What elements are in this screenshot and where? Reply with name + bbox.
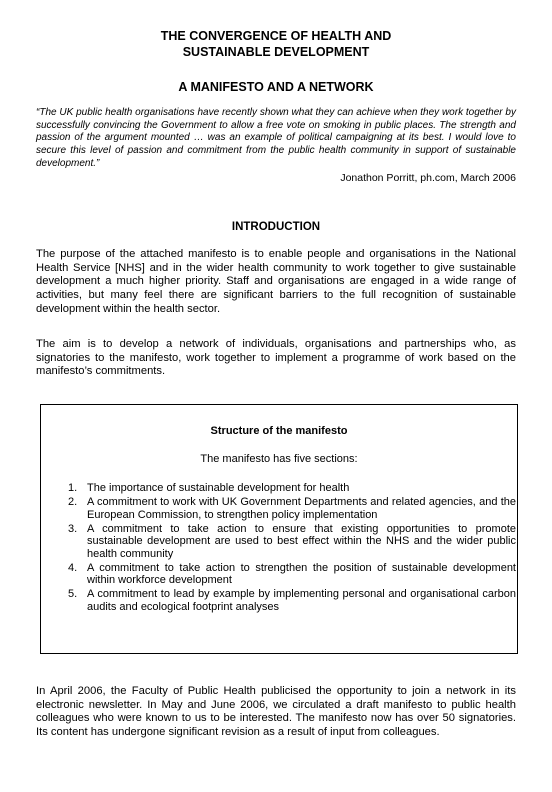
document-title-line-1: THE CONVERGENCE OF HEALTH AND	[160, 29, 392, 43]
list-item-number: 3.	[68, 522, 78, 535]
opening-quote: “The UK public health organisations have recently shown what they can achieve when they work together by successfully convincing the Government to allow a free vote on smoking in public places. The strength and passion of the argument mounted … was an example of political campaigning at its best. I would love to secure this level of passion and commitment from the public health community in support of sustainable development.”	[36, 107, 516, 169]
list-item-text: The importance of sustainable development for health	[87, 482, 350, 494]
list-item-text: A commitment to take action to strengthen the position of sustainable development within workforce development	[87, 561, 516, 587]
document-subtitle: A MANIFESTO AND A NETWORK	[178, 80, 374, 94]
structure-box-intro: The manifesto has five sections:	[200, 453, 358, 465]
manifesto-structure-box	[40, 404, 518, 654]
list-item-text: A commitment to lead by example by implementing personal and organisational carbon audits and ecological footprint analyses	[87, 588, 516, 613]
list-item-number: 4.	[68, 561, 78, 574]
list-item	[68, 523, 516, 561]
list-item	[68, 482, 516, 495]
closing-paragraph: In April 2006, the Faculty of Public Health publicised the opportunity to join a network in its electronic newsletter. In May and June 2006, we circulated a draft manifesto to public health colleagues who were known to us to be interested. The manifesto now has over 50 signatories. Its content has undergone significant revision as a result of input from colleagues.	[36, 685, 516, 739]
introduction-paragraph-2: The aim is to develop a network of individuals, organisations and partnerships who, as signatories to the manifesto, work together to implement a programme of work based on the manifesto’s commitments.	[36, 338, 516, 378]
list-item-number: 1.	[68, 482, 78, 494]
list-item-number: 5.	[68, 588, 78, 601]
list-item-text: A commitment to work with UK Government Departments and related agencies, and the European Commission, to strengthen policy implementation	[87, 495, 516, 521]
quote-attribution: Jonathon Porritt, ph.com, March 2006	[340, 172, 516, 184]
introduction-paragraph-1: The purpose of the attached manifesto is to enable people and organisations in the National Health Service [NHS] and in the wider health community to work together to give sustainable development a much higher priority. Staff and organisations are engaged in a wide range of activities, but many feel there are significant barriers to the full recognition of sustainable development within the health sector.	[36, 248, 516, 315]
manifesto-sections-list	[68, 482, 516, 615]
list-item	[68, 588, 516, 613]
structure-box-title: Structure of the manifesto	[210, 425, 348, 437]
list-item-text: A commitment to take action to ensure that existing opportunities to promote sustainable development are used to best effect within the NHS and the wider public health community	[87, 522, 516, 560]
document-title-line-2: SUSTAINABLE DEVELOPMENT	[182, 45, 370, 59]
introduction-heading: INTRODUCTION	[231, 221, 321, 233]
list-item	[68, 496, 516, 521]
list-item-number: 2.	[68, 495, 78, 508]
list-item	[68, 562, 516, 587]
